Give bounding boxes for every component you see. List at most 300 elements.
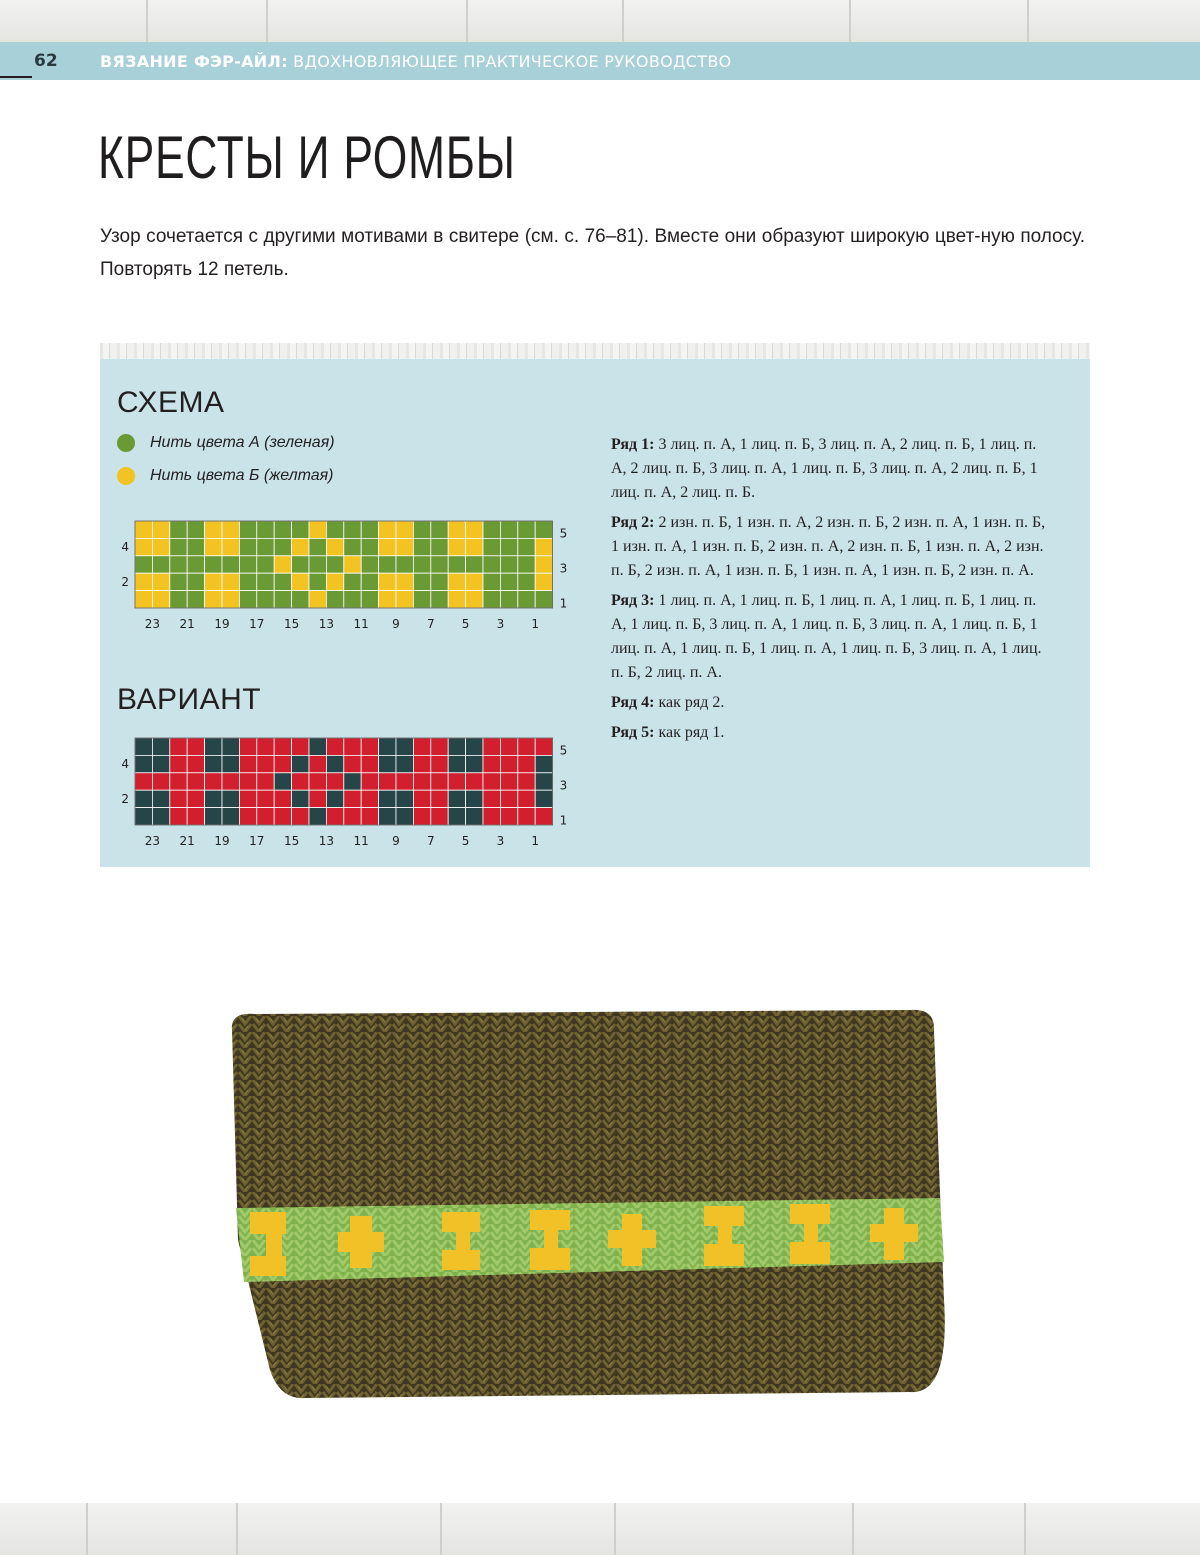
chart-cell (152, 538, 169, 555)
chart-cell (518, 521, 535, 538)
chart-cell (187, 738, 204, 755)
chart-cell (379, 808, 396, 825)
chart-cell (257, 738, 274, 755)
chart-cell (518, 755, 535, 772)
chart-cell (274, 738, 291, 755)
chart-cell (187, 808, 204, 825)
chart-cell (413, 755, 430, 772)
chart-cell (413, 790, 430, 807)
chart-cell (135, 755, 152, 772)
chart-cell (274, 790, 291, 807)
chart-cell (292, 556, 309, 573)
chart-cell (222, 773, 239, 790)
chart-cell (361, 808, 378, 825)
row-label: Ряд 4: (611, 694, 655, 711)
chart-cell (518, 773, 535, 790)
column-number-label: 13 (318, 834, 335, 848)
chart-cell (379, 790, 396, 807)
chart-cell (518, 591, 535, 608)
row-number-label: 1 (559, 813, 568, 828)
variant-title: ВАРИАНТ (117, 683, 262, 716)
column-number-label: 9 (392, 834, 400, 848)
chart-cell (379, 755, 396, 772)
chart-cell (274, 773, 291, 790)
chart-cell (413, 738, 430, 755)
chart-cell (500, 755, 517, 772)
column-number-label: 17 (249, 834, 265, 848)
chart-cell (205, 808, 222, 825)
row-instruction (611, 589, 1051, 685)
chart-cell (500, 556, 517, 573)
chart-cell (535, 808, 552, 825)
chart-cell (292, 591, 309, 608)
chart-cell (379, 738, 396, 755)
chart-cell (326, 573, 343, 590)
chart-cell (431, 790, 448, 807)
column-number-label: 11 (353, 617, 369, 631)
chart-cell (205, 755, 222, 772)
row-label: Ряд 1: (611, 436, 655, 453)
chart-cell (500, 808, 517, 825)
chart-cell (152, 556, 169, 573)
row-label: Ряд 5: (611, 724, 655, 741)
chart-cell (292, 808, 309, 825)
chart-cell (431, 738, 448, 755)
chart-cell (239, 556, 256, 573)
chart-cell (466, 808, 483, 825)
chart-cell (448, 773, 465, 790)
chart-cell (483, 738, 500, 755)
legend-item-a (117, 432, 335, 454)
chart-cell (309, 521, 326, 538)
legend-item-b (117, 465, 334, 487)
chart-cell (222, 538, 239, 555)
chart-cell (257, 755, 274, 772)
chart-cell (257, 591, 274, 608)
chart-cell (205, 538, 222, 555)
chart-cell (309, 556, 326, 573)
scheme-chart (110, 513, 580, 638)
chart-cell (361, 521, 378, 538)
chart-cell (344, 521, 361, 538)
chart-cell (379, 556, 396, 573)
chart-cell (205, 556, 222, 573)
chart-cell (535, 790, 552, 807)
chart-cell (152, 573, 169, 590)
chart-cell (170, 556, 187, 573)
chart-cell (326, 556, 343, 573)
row-instructions (611, 433, 1051, 751)
chart-cell (466, 738, 483, 755)
row-number-label: 4 (121, 540, 129, 555)
chart-cell (257, 573, 274, 590)
chart-cell (379, 573, 396, 590)
book-title: ВЯЗАНИЕ ФЭР-АЙЛ: (100, 52, 288, 71)
chart-cell (309, 573, 326, 590)
chart-cell (326, 591, 343, 608)
chart-cell (466, 556, 483, 573)
green-swatch-icon (117, 434, 135, 452)
chart-cell (448, 738, 465, 755)
column-number-label: 7 (426, 834, 435, 848)
row-number-label: 4 (121, 757, 129, 772)
column-number-label: 23 (144, 834, 161, 848)
chart-cell (396, 773, 413, 790)
chart-cell (135, 773, 152, 790)
chart-cell (431, 538, 448, 555)
row-text: 3 лиц. п. А, 1 лиц. п. Б, 3 лиц. п. А, 2 лиц. п. Б, 1 лиц. п. А, 2 лиц. п. Б, 3 лиц. п. А, 1 лиц. п. Б, 3 лиц. п. А, 2 лиц. п. Б, 1 лиц. п. А, 2 лиц. п. Б. (611, 436, 1038, 501)
chart-cell (448, 790, 465, 807)
chart-cell (187, 790, 204, 807)
chart-cell (292, 790, 309, 807)
chart-cell (326, 790, 343, 807)
row-number-label: 3 (559, 778, 568, 793)
chart-cell (326, 738, 343, 755)
chart-cell (518, 556, 535, 573)
column-number-label: 21 (179, 834, 195, 848)
chart-cell (239, 773, 256, 790)
chart-cell (170, 755, 187, 772)
chart-cell (222, 808, 239, 825)
chart-cell (152, 755, 169, 772)
chart-cell (344, 538, 361, 555)
chart-cell (152, 521, 169, 538)
chart-cell (344, 556, 361, 573)
chart-cell (396, 521, 413, 538)
column-number-label: 5 (461, 617, 470, 631)
chart-cell (413, 591, 430, 608)
chart-cell (135, 591, 152, 608)
chart-cell (396, 755, 413, 772)
chart-cell (431, 755, 448, 772)
chart-cell (448, 755, 465, 772)
chart-cell (413, 556, 430, 573)
chart-cell (535, 573, 552, 590)
page-number: 62 (34, 51, 58, 71)
chart-cell (466, 790, 483, 807)
chart-cell (344, 738, 361, 755)
chart-cell (135, 556, 152, 573)
chart-cell (500, 738, 517, 755)
chart-cell (535, 591, 552, 608)
chart-cell (222, 573, 239, 590)
chart-cell (326, 755, 343, 772)
chart-cell (222, 591, 239, 608)
chart-cell (326, 521, 343, 538)
chart-cell (431, 591, 448, 608)
chart-cell (535, 773, 552, 790)
chart-cell (518, 808, 535, 825)
chart-cell (483, 591, 500, 608)
chart-cell (396, 556, 413, 573)
chart-cell (170, 808, 187, 825)
chart-cell (309, 538, 326, 555)
wood-background-bottom (0, 1503, 1200, 1555)
chart-cell (483, 808, 500, 825)
chart-cell (500, 538, 517, 555)
chart-cell (500, 591, 517, 608)
chart-cell (448, 556, 465, 573)
column-number-label: 13 (318, 617, 335, 631)
chart-cell (431, 773, 448, 790)
chart-cell (361, 556, 378, 573)
intro-paragraph: Узор сочетается с другими мотивами в свитере (см. с. 76–81). Вместе они образуют широкую цвет-ную полосу. Повторять 12 петель. (100, 226, 1085, 280)
chart-cell (379, 773, 396, 790)
chart-cell (292, 573, 309, 590)
variant-chart (110, 730, 580, 855)
chart-cell (274, 521, 291, 538)
chart-cell (500, 790, 517, 807)
chart-cell (257, 556, 274, 573)
chart-cell (152, 591, 169, 608)
chart-cell (187, 521, 204, 538)
chart-cell (326, 773, 343, 790)
chart-cell (135, 573, 152, 590)
column-number-label: 23 (144, 617, 161, 631)
column-number-label: 11 (353, 834, 369, 848)
chart-cell (344, 790, 361, 807)
chart-cell (379, 591, 396, 608)
chart-cell (413, 521, 430, 538)
chart-cell (500, 773, 517, 790)
panel-wood-strip (100, 343, 1090, 359)
chart-cell (431, 556, 448, 573)
chart-cell (170, 538, 187, 555)
chart-cell (309, 755, 326, 772)
column-number-label: 19 (214, 834, 230, 848)
chart-cell (239, 755, 256, 772)
chart-cell (344, 591, 361, 608)
chart-cell (361, 773, 378, 790)
chart-cell (535, 556, 552, 573)
chart-cell (535, 538, 552, 555)
chart-cell (413, 773, 430, 790)
chart-cell (205, 573, 222, 590)
chart-cell (344, 773, 361, 790)
chart-cell (518, 738, 535, 755)
row-text: 1 лиц. п. А, 1 лиц. п. Б, 1 лиц. п. А, 1 лиц. п. Б, 1 лиц. п. А, 1 лиц. п. Б, 3 лиц. п. А, 1 лиц. п. Б, 3 лиц. п. А, 1 лиц. п. Б, 1 лиц. п. А, 1 лиц. п. Б, 1 лиц. п. А, 1 лиц. п. Б, 3 лиц. п. А, 1 лиц. п. Б, 2 лиц. п. А. (611, 592, 1042, 681)
row-label: Ряд 3: (611, 592, 655, 609)
chart-cell (135, 738, 152, 755)
chart-cell (187, 538, 204, 555)
chart-cell (292, 738, 309, 755)
row-instruction (611, 691, 1051, 715)
chart-cell (361, 738, 378, 755)
chart-cell (344, 573, 361, 590)
wood-background-top (0, 0, 1200, 42)
chart-cell (187, 573, 204, 590)
running-head (100, 52, 732, 71)
chart-cell (483, 573, 500, 590)
chart-cell (170, 738, 187, 755)
chart-cell (466, 773, 483, 790)
column-number-label: 1 (531, 834, 540, 848)
chart-cell (431, 573, 448, 590)
chart-cell (292, 773, 309, 790)
book-subtitle: ВДОХНОВЛЯЮЩЕЕ ПРАКТИЧЕСКОЕ РУКОВОДСТВО (287, 52, 732, 71)
row-text: как ряд 2. (654, 694, 725, 711)
row-number-label: 5 (559, 743, 568, 758)
chart-cell (152, 808, 169, 825)
chart-cell (205, 790, 222, 807)
chart-cell (152, 773, 169, 790)
chart-cell (222, 738, 239, 755)
chart-cell (257, 538, 274, 555)
column-number-label: 3 (496, 617, 505, 631)
chart-cell (483, 538, 500, 555)
chart-cell (379, 521, 396, 538)
chart-cell (170, 521, 187, 538)
chart-cell (361, 591, 378, 608)
chart-cell (135, 538, 152, 555)
chart-cell (187, 556, 204, 573)
chart-cell (205, 521, 222, 538)
chart-cell (257, 773, 274, 790)
column-number-label: 7 (426, 617, 435, 631)
chart-cell (535, 521, 552, 538)
chart-cell (483, 790, 500, 807)
scheme-title: СХЕМА (117, 386, 225, 419)
row-instruction (611, 433, 1051, 505)
page-title: КРЕСТЫ И РОМБЫ (98, 124, 516, 191)
row-number-label: 5 (559, 526, 568, 541)
chart-cell (239, 521, 256, 538)
chart-cell (361, 573, 378, 590)
chart-cell (170, 773, 187, 790)
chart-cell (135, 808, 152, 825)
chart-cell (396, 808, 413, 825)
row-text: 2 изн. п. Б, 1 изн. п. А, 2 изн. п. Б, 2 изн. п. А, 1 изн. п. Б, 1 изн. п. А, 1 изн. п. Б, 2 изн. п. А, 2 изн. п. Б, 1 изн. п. А, 2 изн. п. Б, 2 изн. п. А, 1 изн. п. Б, 1 изн. п. А, 1 изн. п. Б, 2 изн. п. А. (611, 514, 1046, 579)
yellow-swatch-icon (117, 467, 135, 485)
chart-cell (274, 556, 291, 573)
row-number-label: 3 (559, 561, 568, 576)
chart-cell (483, 556, 500, 573)
column-number-label: 17 (249, 617, 265, 631)
chart-cell (483, 773, 500, 790)
column-number-label: 21 (179, 617, 195, 631)
chart-cell (239, 790, 256, 807)
chart-cell (483, 755, 500, 772)
column-number-label: 15 (283, 617, 300, 631)
chart-cell (396, 591, 413, 608)
chart-cell (135, 790, 152, 807)
chart-cell (222, 556, 239, 573)
chart-cell (257, 808, 274, 825)
chart-cell (518, 790, 535, 807)
chart-cell (309, 773, 326, 790)
chart-cell (518, 538, 535, 555)
chart-cell (326, 538, 343, 555)
chart-cell (500, 573, 517, 590)
chart-cell (413, 538, 430, 555)
chart-cell (431, 808, 448, 825)
chart-cell (535, 755, 552, 772)
chart-cell (170, 573, 187, 590)
row-number-label: 2 (121, 574, 129, 589)
column-number-label: 1 (531, 617, 540, 631)
chart-cell (205, 773, 222, 790)
chart-cell (466, 521, 483, 538)
chart-cell (379, 538, 396, 555)
chart-cell (187, 591, 204, 608)
chart-cell (257, 790, 274, 807)
chart-cell (292, 755, 309, 772)
row-instruction (611, 721, 1051, 745)
header-rule (0, 76, 32, 78)
column-number-label: 15 (283, 834, 300, 848)
chart-cell (309, 591, 326, 608)
chart-cell (361, 755, 378, 772)
chart-cell (500, 521, 517, 538)
chart-cell (274, 538, 291, 555)
chart-cell (239, 591, 256, 608)
chart-cell (239, 738, 256, 755)
chart-cell (466, 755, 483, 772)
chart-cell (205, 738, 222, 755)
row-number-label: 1 (559, 596, 568, 611)
column-number-label: 3 (496, 834, 505, 848)
chart-cell (239, 808, 256, 825)
row-text: как ряд 1. (654, 724, 725, 741)
chart-cell (239, 538, 256, 555)
chart-cell (466, 591, 483, 608)
column-number-label: 5 (461, 834, 470, 848)
chart-cell (309, 738, 326, 755)
chart-cell (518, 573, 535, 590)
chart-cell (257, 521, 274, 538)
legend-label: Нить цвета А (зеленая) (150, 434, 335, 451)
chart-cell (309, 808, 326, 825)
chart-cell (448, 538, 465, 555)
chart-cell (466, 573, 483, 590)
chart-cell (170, 790, 187, 807)
chart-cell (170, 591, 187, 608)
legend-label: Нить цвета Б (желтая) (150, 467, 334, 484)
chart-cell (152, 738, 169, 755)
chart-cell (448, 521, 465, 538)
chart-cell (274, 808, 291, 825)
column-number-label: 9 (392, 617, 400, 631)
chart-cell (222, 755, 239, 772)
chart-cell (413, 808, 430, 825)
chart-cell (448, 573, 465, 590)
chart-cell (483, 521, 500, 538)
chart-cell (396, 790, 413, 807)
chart-cell (309, 790, 326, 807)
row-number-label: 2 (121, 791, 129, 806)
column-number-label: 19 (214, 617, 230, 631)
row-instruction (611, 511, 1051, 583)
row-label: Ряд 2: (611, 514, 655, 531)
chart-cell (205, 591, 222, 608)
chart-cell (152, 790, 169, 807)
chart-cell (396, 573, 413, 590)
chart-cell (274, 591, 291, 608)
chart-cell (292, 538, 309, 555)
chart-cell (396, 738, 413, 755)
chart-cell (187, 755, 204, 772)
chart-cell (239, 573, 256, 590)
chart-cell (292, 521, 309, 538)
chart-cell (361, 538, 378, 555)
chart-cell (222, 790, 239, 807)
chart-cell (222, 521, 239, 538)
chart-cell (326, 808, 343, 825)
chart-cell (344, 808, 361, 825)
chart-cell (413, 573, 430, 590)
chart-cell (431, 521, 448, 538)
chart-cell (448, 808, 465, 825)
